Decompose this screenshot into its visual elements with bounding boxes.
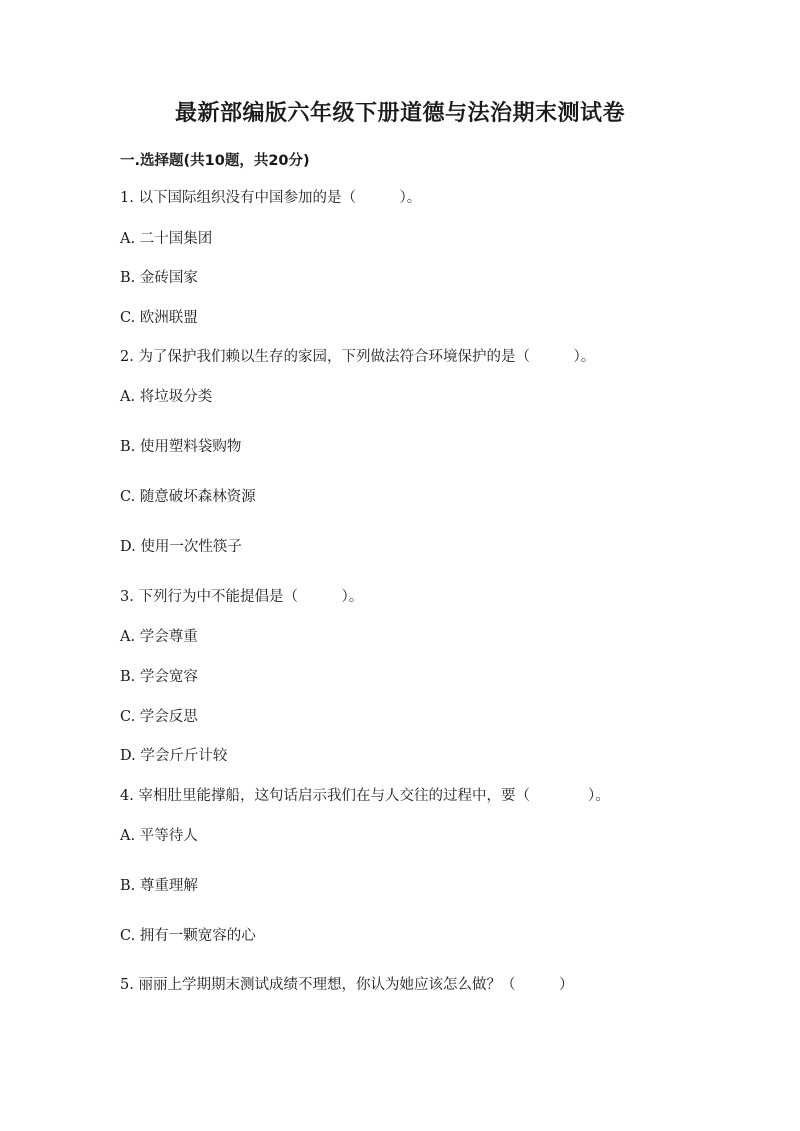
- option-item: A. 将垃圾分类: [120, 389, 213, 405]
- option-item: B. 金砖国家: [120, 270, 198, 286]
- question-stem: 1. 以下国际组织没有中国参加的是（ ）。: [120, 190, 422, 206]
- page-title: 最新部编版六年级下册道德与法治期末测试卷: [174, 101, 625, 126]
- section-heading: 一.选择题(共10题，共20分): [120, 153, 310, 169]
- option-item: A. 二十国集团: [120, 231, 213, 247]
- option-item: C. 欧洲联盟: [120, 310, 198, 326]
- option-item: D. 使用一次性筷子: [120, 539, 242, 555]
- option-item: B. 尊重理解: [120, 878, 198, 894]
- option-item: A. 学会尊重: [120, 629, 198, 645]
- question-stem: 3. 下列行为中不能提倡是（ ）。: [120, 589, 364, 605]
- option-item: D. 学会斤斤计较: [120, 748, 228, 764]
- option-item: C. 拥有一颗宽容的心: [120, 928, 256, 944]
- option-item: B. 使用塑料袋购物: [120, 439, 242, 455]
- question-stem: 5. 丽丽上学期期末测试成绩不理想，你认为她应该怎么做？（ ）: [120, 977, 574, 993]
- option-item: B. 学会宽容: [120, 669, 198, 685]
- question-stem: 4. 宰相肚里能撑船，这句话启示我们在与人交往的过程中，要（ ）。: [120, 788, 610, 804]
- question-stem: 2. 为了保护我们赖以生存的家园，下列做法符合环境保护的是（ ）。: [120, 349, 596, 365]
- option-item: A. 平等待人: [120, 828, 198, 844]
- option-item: C. 学会反思: [120, 709, 198, 725]
- option-item: C. 随意破坏森林资源: [120, 489, 256, 505]
